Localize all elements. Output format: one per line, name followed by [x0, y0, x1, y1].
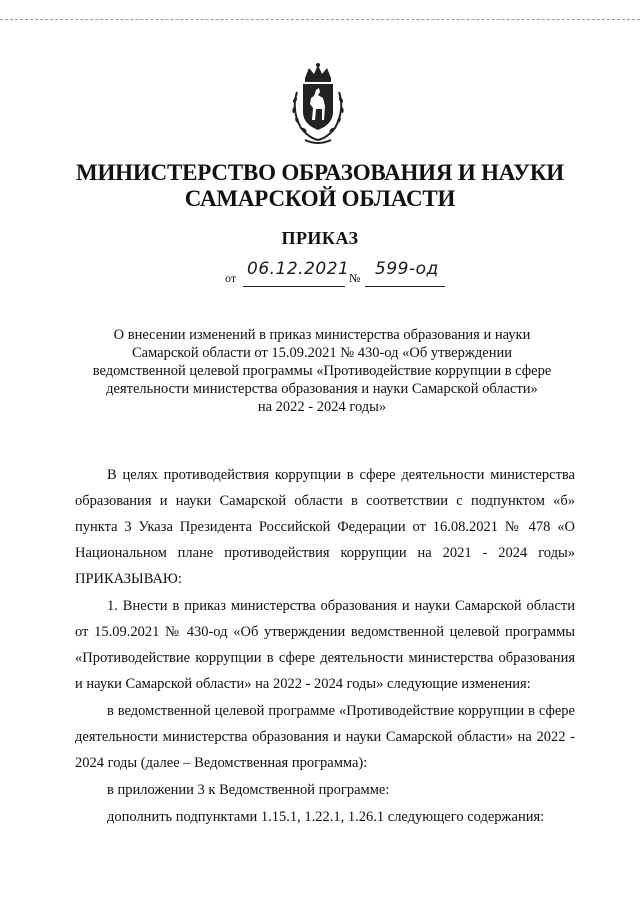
document-type: ПРИКАЗ	[281, 228, 359, 248]
order-number: 599-од	[375, 259, 439, 279]
order-date: 06.12.2021	[247, 259, 350, 279]
ministry-name	[0, 160, 640, 212]
ministry-name-line2: САМАРСКОЙ ОБЛАСТИ	[184, 186, 456, 211]
date-underline	[243, 286, 345, 287]
subject-line: О внесении изменений в приказ министерства образования и науки	[113, 327, 531, 343]
body-paragraph: В целях противодействия коррупции в сфере деятельности министерства образования и науки Самарской области в соответствии с подпунктом «б» пункта 3 Указа Президента Российской Федерации от 16.08.2021 № 478 «О Национальном плане противодействия коррупции на 2021 - 2024 годы» ПРИКАЗЫВАЮ:	[75, 467, 575, 587]
order-body	[75, 462, 575, 830]
body-paragraph: 1. Внести в приказ министерства образования и науки Самарской области от 15.09.2021 № 430-од «Об утверждении ведомственной целевой программы «Противодействие коррупции в сфере деятельности министерства образования и науки Самарской области» на 2022 - 2024 годы» следующие изменения:	[75, 598, 575, 692]
body-paragraph: в приложении 3 к Ведомственной программе:	[107, 782, 390, 798]
number-underline	[365, 286, 445, 287]
samara-coat-of-arms-icon	[283, 62, 353, 146]
body-paragraph: дополнить подпунктами 1.15.1, 1.22.1, 1.26.1 следующего содержания:	[107, 809, 545, 825]
order-date-number	[225, 259, 455, 299]
body-paragraph: в ведомственной целевой программе «Противодействие коррупции в сфере деятельности министерства образования и науки Самарской области» на 2022 - 2024 годы (далее – Ведомственная программа):	[75, 703, 575, 771]
date-prefix: от	[225, 271, 237, 285]
subject-line: Самарской области от 15.09.2021 № 430-од «Об утверждении	[132, 345, 512, 361]
subject-line: ведомственной целевой программы «Противодействие коррупции в сфере	[92, 363, 552, 379]
number-prefix: №	[349, 271, 361, 285]
subject-line: на 2022 - 2024 годы»	[257, 399, 387, 415]
order-subject	[80, 326, 564, 416]
subject-line: деятельности министерства образования и науки Самарской области»	[106, 381, 538, 397]
scan-top-edge	[0, 19, 640, 20]
ministry-name-line1: МИНИСТЕРСТВО ОБРАЗОВАНИЯ И НАУКИ	[75, 160, 564, 185]
